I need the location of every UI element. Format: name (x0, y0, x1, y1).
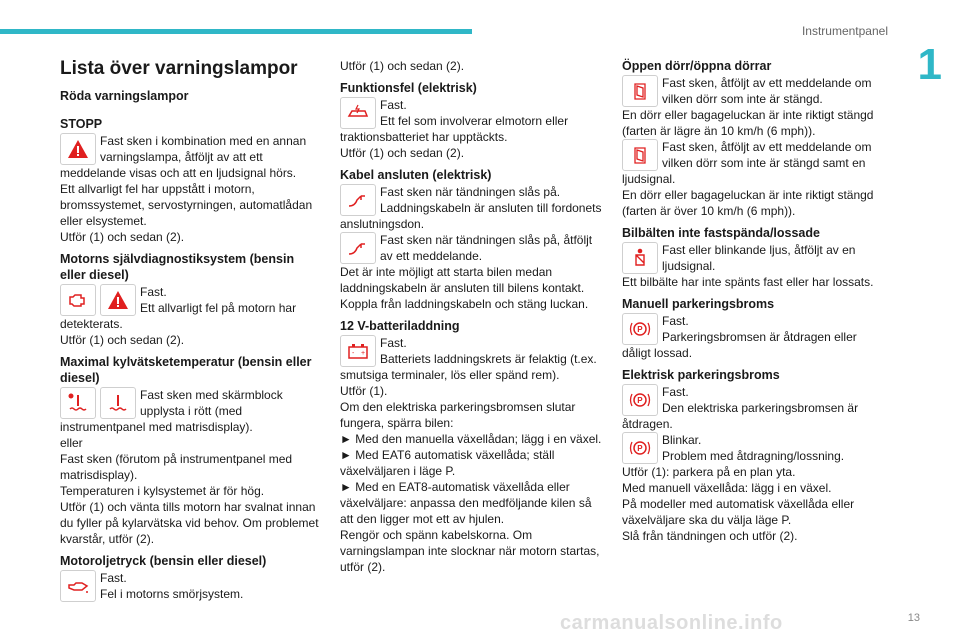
door-row-1 (622, 75, 884, 107)
svg-text:+: + (361, 350, 366, 357)
stopp-cont: meddelande visas och att en ljudsignal hörs. (60, 166, 297, 180)
cable-desc2: Fast sken när tändningen slås på, åtföljt av ett meddelande. (380, 233, 593, 263)
mpark-cont: dåligt lossad. (622, 346, 693, 360)
epark-row-1 (622, 384, 884, 416)
oil-row (60, 570, 322, 602)
temp-p2: Temperaturen i kylsystemet är för hög. (60, 484, 265, 498)
coolant-temp-icon-2 (100, 387, 136, 419)
batt-row (340, 335, 602, 367)
func-desc: Fast. (380, 98, 407, 112)
charging-cable-icon (340, 184, 376, 216)
mpark-row (622, 313, 884, 345)
header-accent-bar (0, 29, 472, 34)
epark-row-2 (622, 432, 884, 464)
batt-desc2: Batteriets laddningskrets är felaktig (t.ex. (380, 352, 597, 366)
svg-text:P: P (637, 325, 643, 334)
epark-cont: åtdragen. (622, 417, 673, 431)
door-desc2: Fast sken, åtföljt av ett meddelande om vilken dörr som inte är stängd samt en (662, 140, 872, 170)
temp-desc: Fast sken med skärmblock upplysta i rött (med (140, 388, 283, 418)
engine-icon (60, 284, 96, 316)
diag-title: Motorns självdiagnostiksystem (bensin eller diesel) (60, 252, 295, 282)
parking-brake-icon (622, 313, 658, 345)
charging-cable-icon-2 (340, 232, 376, 264)
door-p1: En dörr eller bagageluckan är inte riktigt stängd (farten är lägre än 10 km/h (6 mph)). (622, 108, 874, 138)
column-1 (60, 58, 322, 602)
epark-desc2: Den elektriska parkeringsbromsen är (662, 401, 859, 415)
temp-p1: Fast sken (förutom på instrumentpanel med matrisdisplay). (60, 452, 293, 482)
epark-p3: På modeller med automatisk växellåda eller växelväljare ska du välja läge P. (622, 497, 855, 527)
col2-top: Utför (1) och sedan (2). (340, 59, 465, 73)
page-number: 13 (907, 612, 920, 624)
epark-desc4: Problem med åtdragning/lossning. (662, 449, 845, 463)
mpark-desc: Fast. (662, 314, 689, 328)
mpark-title: Manuell parkeringsbroms (622, 297, 775, 311)
watermark: carmanualsonline.info (560, 612, 783, 634)
electric-car-icon (340, 97, 376, 129)
batt-desc: Fast. (380, 336, 407, 350)
func-desc2: Ett fel som involverar elmotorn eller (380, 114, 569, 128)
cable-cont1: anslutningsdon. (340, 217, 425, 231)
epark-desc: Fast. (662, 385, 689, 399)
temp-or: eller (60, 436, 83, 450)
oil-desc: Fast. (100, 571, 127, 585)
diag-desc: Fast. (140, 285, 167, 299)
batt-b1: ► Med den manuella växellådan; lägg i en växel. (340, 432, 602, 446)
diag-p: Utför (1) och sedan (2). (60, 333, 185, 347)
page-header-title: Instrumentpanel (801, 24, 888, 38)
oil-can-icon (60, 570, 96, 602)
parking-brake-icon-2 (622, 384, 658, 416)
column-2 (340, 58, 602, 575)
diag-cont: detekterats. (60, 317, 123, 331)
temp-title: Maximal kylvätsketemperatur (bensin eller diesel) (60, 355, 312, 385)
coolant-temp-icon (60, 387, 96, 419)
batt-p3: Rengör och spänn kabelskorna. Om varningslampan inte slocknar när motorn startas, utför (2). (340, 528, 600, 574)
batt-p1: Utför (1). (340, 384, 388, 398)
door-row-2 (622, 139, 884, 171)
cable-row-1 (340, 184, 602, 216)
open-door-icon (622, 75, 658, 107)
stopp-title: STOPP (60, 117, 103, 131)
stopp-desc: Fast sken i kombination med en annan varningslampa, åtföljt av att ett (100, 134, 307, 164)
batt-p2: Om den elektriska parkeringsbromsen slutar fungera, spärra bilen: (340, 400, 576, 430)
open-door-icon-2 (622, 139, 658, 171)
epark-title: Elektrisk parkeringsbroms (622, 368, 780, 382)
belt-p: Ett bilbälte har inte spänts fast eller har lossats. (622, 275, 874, 289)
svg-text:P: P (637, 396, 643, 405)
section-heading: Lista över varningslampor (60, 58, 298, 79)
epark-p4: Slå från tändningen och utför (2). (622, 529, 798, 543)
func-title: Funktionsfel (elektrisk) (340, 81, 477, 95)
warning-triangle-icon (60, 133, 96, 165)
door-desc1: Fast sken, åtföljt av ett meddelande om vilken dörr som inte är stängd. (662, 76, 872, 106)
column-3 (622, 58, 884, 544)
func-p: Utför (1) och sedan (2). (340, 146, 465, 160)
mpark-desc2: Parkeringsbromsen är åtdragen eller (662, 330, 857, 344)
batt-b2: ► Med EAT6 automatisk växellåda; ställ växelväljaren i läge P. (340, 448, 555, 478)
belt-row (622, 242, 884, 274)
diag-desc2: Ett allvarligt fel på motorn har (140, 301, 297, 315)
cable-title: Kabel ansluten (elektrisk) (340, 168, 492, 182)
svg-text:-: - (352, 350, 355, 357)
svg-text:P: P (637, 444, 643, 453)
belt-desc: Fast eller blinkande ljus, åtföljt av en ljudsignal. (662, 243, 856, 273)
chapter-number: 1 (917, 40, 942, 89)
batt-cont: smutsiga terminaler, lös eller spänd rem). (340, 368, 560, 382)
temp-p3: Utför (1) och vänta tills motorn har svalnat innan du fyller på kylarvätska vid behov. Om problemet kvarstår, utför (2). (60, 500, 319, 546)
stopp-row (60, 133, 322, 165)
epark-desc3: Blinkar. (662, 433, 702, 447)
epark-p1: Utför (1): parkera på en plan yta. (622, 465, 796, 479)
batt-title: 12 V-batteriladdning (340, 319, 460, 333)
oil-title: Motoroljetryck (bensin eller diesel) (60, 554, 267, 568)
temp-cont: instrumentpanel med matrisdisplay). (60, 420, 253, 434)
stopp-p1: Ett allvarligt fel har uppstått i motorn, bromssystemet, servostyrningen, automatlådan eller elsystemet. (60, 182, 313, 228)
seatbelt-icon (622, 242, 658, 274)
warning-triangle-icon (100, 284, 136, 316)
door-p2: En dörr eller bagageluckan är inte riktigt stängd (farten är över 10 km/h (6 mph)). (622, 188, 874, 218)
cable-p: Det är inte möjligt att starta bilen medan laddningskabeln är ansluten till bilens kontakt. Koppla från laddningskabeln och stäng luckan. (340, 265, 589, 311)
section-subheading: Röda varningslampor (60, 89, 189, 103)
oil-desc2: Fel i motorns smörjsystem. (100, 587, 244, 601)
diag-row (60, 284, 322, 316)
batt-b3: ► Med en EAT8-automatisk växellåda eller växelväljare: anpassa den medföljande kilen så att den ligger mot ett av hjulen. (340, 480, 592, 526)
cable-row-2 (340, 232, 602, 264)
func-row (340, 97, 602, 129)
epark-p2: Med manuell växellåda: lägg i en växel. (622, 481, 832, 495)
door-cont2: ljudsignal. (622, 172, 676, 186)
temp-row (60, 387, 322, 419)
func-cont: traktionsbatteriet har upptäckts. (340, 130, 508, 144)
cable-desc1: Fast sken när tändningen slås på. Laddningskabeln är ansluten till fordonets (380, 185, 602, 215)
door-title: Öppen dörr/öppna dörrar (622, 59, 772, 73)
stopp-p2: Utför (1) och sedan (2). (60, 230, 185, 244)
parking-brake-icon-3 (622, 432, 658, 464)
belt-title: Bilbälten inte fastspända/lossade (622, 226, 820, 240)
battery-icon (340, 335, 376, 367)
